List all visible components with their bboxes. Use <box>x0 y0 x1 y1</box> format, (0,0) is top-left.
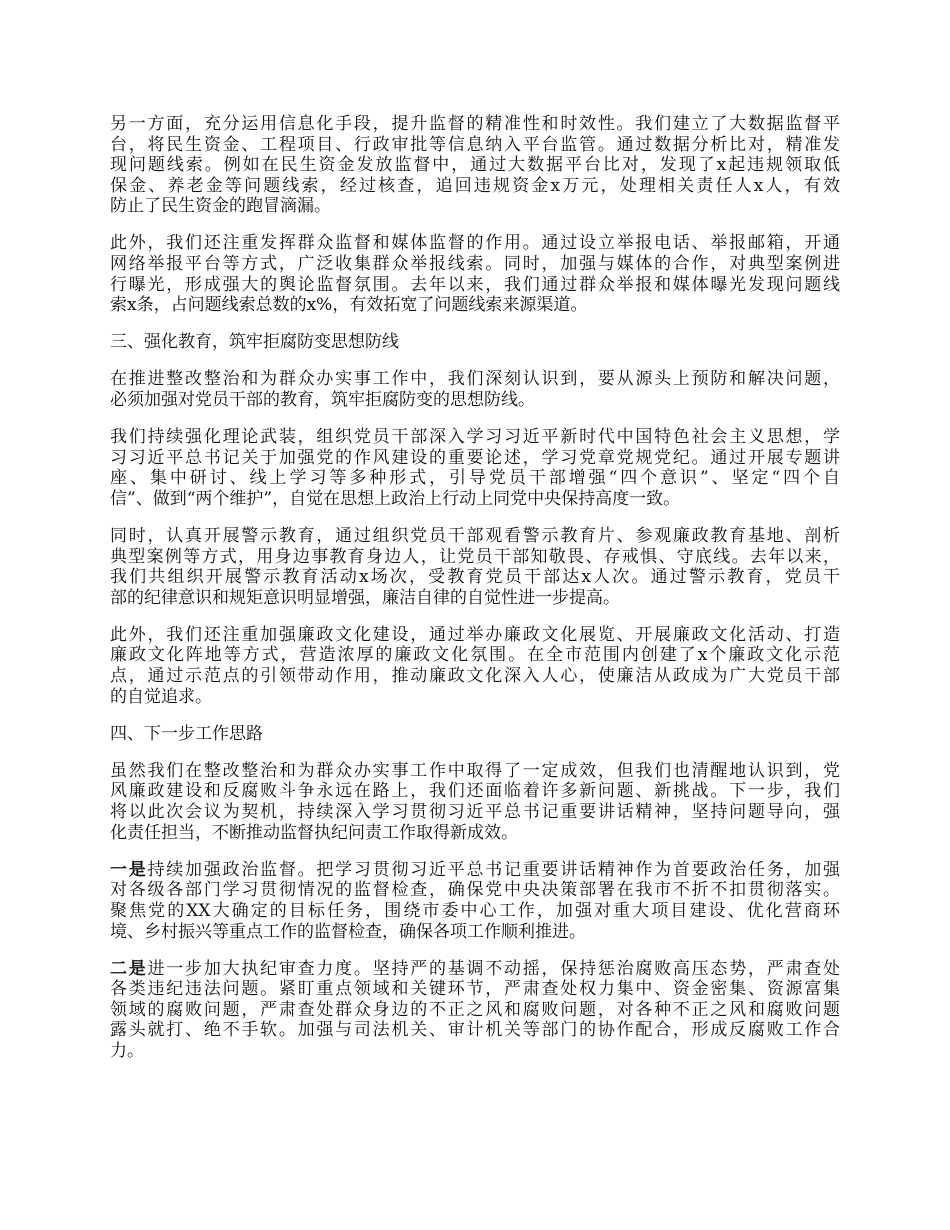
line-text: 同时，认真开展警示教育，通过组织党员干部观看警示教育片、参观廉政教育基地、剖析 <box>110 526 840 546</box>
text-line <box>110 295 840 316</box>
line-text: 的自觉追求。 <box>110 686 212 707</box>
text-line <box>110 448 840 469</box>
text-line <box>110 155 840 176</box>
line-text: 对各级各部门学习贯彻情况的监督检查，确保党中央决策部署在我市不折不扣贯彻落实。 <box>110 880 840 901</box>
line-text: 聚焦党的XX大确定的目标任务，围绕市委中心工作，加强对重大项目建设、优化营商环 <box>110 900 840 921</box>
line-text: 廉政文化阵地等方式，营造浓厚的廉政文化氛围。在全市范围内创建了x个廉政文化示范 <box>110 645 840 666</box>
line-text: 网络举报平台等方式，广泛收集群众举报线索。同时，加强与媒体的合作，对典型案例进 <box>110 254 840 275</box>
text-line <box>110 390 840 411</box>
text-line <box>110 275 840 296</box>
text-line <box>110 176 840 197</box>
line-text: 我们共组织开展警示教育活动x场次，受教育党员干部达x人次。通过警示教育，党员干 <box>110 567 840 588</box>
line-text: 此外，我们还注重发挥群众监督和媒体监督的作用。通过设立举报电话、举报邮箱，开通 <box>110 233 840 254</box>
line-text: 我们持续强化理论武装，组织党员干部深入学习习近平新时代中国特色社会主义思想，学 <box>110 427 840 448</box>
text-line <box>110 922 840 943</box>
text-line <box>110 526 840 547</box>
text-line <box>110 427 840 448</box>
text-line <box>110 724 840 745</box>
line-text: 保金、养老金等问题线索，经过核查，追回违规资金x万元，处理相关责任人x人，有效 <box>110 175 840 196</box>
text-line <box>110 687 840 708</box>
line-text: 防止了民生资金的跑冒滴漏。 <box>110 196 331 217</box>
line-text: 索x条，占问题线索总数的x%，有效拓宽了问题线索来源渠道。 <box>110 295 588 316</box>
paragraph <box>110 369 840 410</box>
text-line <box>110 645 840 666</box>
paragraph <box>110 959 840 1062</box>
text-line <box>110 567 840 588</box>
line-text: 现问题线索。例如在民生资金发放监督中，通过大数据平台比对，发现了x起违规领取低 <box>110 155 840 176</box>
line-text: 台，将民生资金、工程项目、行政审批等信息纳入平台监管。通过数据分析比对，精准发 <box>110 134 840 155</box>
line-text: 风廉政建设和反腐败斗争永远在路上，我们还面临着许多新问题、新挑战。下一步，我们 <box>110 781 840 802</box>
line-text: 四、下一步工作思路 <box>110 723 263 744</box>
line-text: 露头就打、绝不手软。加强与司法机关、审计机关等部门的协作配合，形成反腐败工作合 <box>110 1020 840 1041</box>
line-text: 典型案例等方式，用身边事教育身边人，让党员干部知敬畏、存戒惧、守底线。去年以来， <box>110 546 840 567</box>
paragraph <box>110 625 840 707</box>
paragraph <box>110 233 840 315</box>
text-line <box>110 254 840 275</box>
line-text: 各类违纪违法问题。紧盯重点领域和关键环节，严肃查处权力集中、资金密集、资源富集 <box>110 979 840 1000</box>
text-line <box>110 880 840 901</box>
bold-lead: 一是 <box>110 859 148 880</box>
line-text: 持续加强政治监督。把学习贯彻习近平总书记重要讲话精神作为首要政治任务，加强 <box>147 859 841 880</box>
line-text: 虽然我们在整改整治和为群众办实事工作中取得了一定成效，但我们也清醒地认识到，党 <box>110 760 840 781</box>
line-text: 三、强化教育，筑牢拒腐防变思想防线 <box>110 332 399 353</box>
line-text: 习习近平总书记关于加强党的作风建设的重要论述，学习党章党规党纪。通过开展专题讲 <box>110 447 840 468</box>
line-text: 进一步加大执纪审查力度。坚持严的基调不动摇，保持惩治腐败高压态势，严肃查处 <box>147 958 841 979</box>
line-text: 境、乡村振兴等重点工作的监督检查，确保各项工作顺利推进。 <box>110 921 586 942</box>
line-text: 此外，我们还注重加强廉政文化建设，通过举办廉政文化展览、开展廉政文化活动、打造 <box>110 624 840 645</box>
line-text: 信”、做到“两个维护”，自觉在思想上政治上行动上同党中央保持高度一致。 <box>110 488 681 509</box>
text-line <box>110 666 840 687</box>
line-text: 领域的腐败问题，严肃查处群众身边的不正之风和腐败问题，对各种不正之风和腐败问题 <box>110 999 840 1020</box>
text-line <box>110 114 840 135</box>
text-line <box>110 468 840 489</box>
line-text: 化责任担当，不断推动监督执纪问责工作取得新成效。 <box>110 822 518 843</box>
line-text: 必须加强对党员干部的教育，筑牢拒腐防变的思想防线。 <box>110 390 535 411</box>
text-line <box>110 588 840 609</box>
line-text: 在推进整改整治和为群众办实事工作中，我们深刻认识到，要从源头上预防和解决问题， <box>110 369 840 390</box>
line-text: 另一方面，充分运用信息化手段，提升监督的精准性和时效性。我们建立了大数据监督平 <box>110 114 840 134</box>
section-heading <box>110 332 840 353</box>
text-line <box>110 802 840 823</box>
text-line <box>110 1020 840 1041</box>
line-text: 行曝光，形成强大的舆论监督氛围。去年以来，我们通过群众举报和媒体曝光发现问题线 <box>110 274 840 295</box>
text-line <box>110 1041 840 1062</box>
text-line <box>110 135 840 156</box>
line-text: 将以此次会议为契机，持续深入学习贯彻习近平总书记重要讲话精神，坚持问题导向，强 <box>110 802 840 823</box>
document-body <box>110 114 840 1078</box>
line-text: 点，通过示范点的引领带动作用，推动廉政文化深入人心，使廉洁从政成为广大党员干部 <box>110 666 840 687</box>
text-line <box>110 196 840 217</box>
text-line <box>110 860 840 881</box>
paragraph <box>110 526 840 608</box>
text-line <box>110 901 840 922</box>
text-line <box>110 369 840 390</box>
text-line <box>110 1000 840 1021</box>
text-line <box>110 979 840 1000</box>
text-line <box>110 489 840 510</box>
text-line <box>110 761 840 782</box>
bold-lead: 二是 <box>110 958 148 979</box>
paragraph <box>110 860 840 942</box>
text-line <box>110 233 840 254</box>
text-line <box>110 625 840 646</box>
paragraph <box>110 114 840 217</box>
line-text: 力。 <box>110 1040 144 1061</box>
section-heading <box>110 724 840 745</box>
text-line <box>110 332 840 353</box>
line-text: 座、集中研讨、线上学习等多种形式，引导党员干部增强“四个意识”、坚定“四个自 <box>110 468 840 489</box>
paragraph <box>110 427 840 509</box>
text-line <box>110 823 840 844</box>
text-line <box>110 547 840 568</box>
text-line <box>110 959 840 980</box>
text-line <box>110 781 840 802</box>
line-text: 部的纪律意识和规矩意识明显增强，廉洁自律的自觉性进一步提高。 <box>110 587 620 608</box>
paragraph <box>110 761 840 843</box>
